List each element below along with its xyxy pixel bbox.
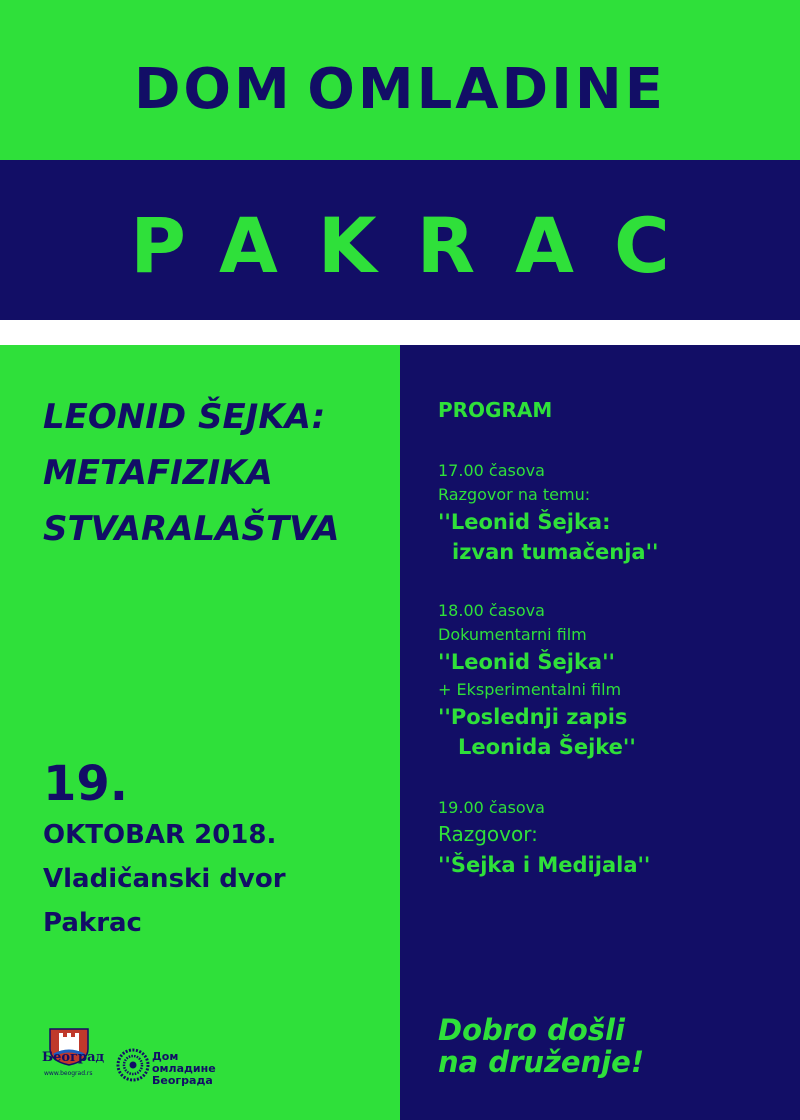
event-town: Pakrac — [43, 908, 142, 938]
slot1-title-line-1: ''Leonid Šejka: — [438, 510, 611, 534]
city-logo-label: Београд — [42, 1050, 105, 1065]
dom-logo-line-2: омладине — [152, 1062, 216, 1075]
slot2-time: 18.00 časova — [438, 601, 545, 620]
welcome-line-2: na druženje! — [438, 1045, 645, 1079]
dom-logo-line-3: Београда — [152, 1074, 213, 1087]
slot3-type: Razgovor: — [438, 822, 538, 846]
city-title: PAKRAC — [130, 201, 710, 290]
organization-title: DOM OMLADINE — [133, 57, 667, 122]
slot1-title-line-2: izvan tumačenja'' — [452, 540, 659, 564]
dom-omladine-logo-icon — [116, 1048, 150, 1082]
event-title-line-3: STVARALAŠTVA — [43, 509, 340, 549]
dom-logo-line-1: Дом — [152, 1050, 179, 1063]
city-logo-url: www.beograd.rs — [44, 1070, 93, 1077]
event-title-line-1: LEONID ŠEJKA: — [43, 397, 326, 437]
slot3-time: 19.00 časova — [438, 798, 545, 817]
event-day: 19. — [43, 756, 129, 812]
slot3-title: ''Šejka i Medijala'' — [438, 853, 651, 877]
slot2-type: Dokumentarni film — [438, 625, 587, 644]
event-month-year: OKTOBAR 2018. — [43, 820, 277, 850]
slot2-title: ''Leonid Šejka'' — [438, 650, 615, 674]
slot2-title2-line-2: Leonida Šejke'' — [458, 735, 636, 759]
slot1-time: 17.00 časova — [438, 461, 545, 480]
event-venue: Vladičanski dvor — [43, 864, 286, 894]
event-title-line-2: METAFIZIKA — [43, 453, 273, 493]
slot2-title2-line-1: ''Poslednji zapis — [438, 705, 628, 729]
program-heading: PROGRAM — [438, 398, 553, 422]
welcome-line-1: Dobro došli — [438, 1013, 625, 1047]
slot2-extra: + Eksperimentalni film — [438, 680, 622, 699]
slot1-type: Razgovor na temu: — [438, 485, 591, 504]
